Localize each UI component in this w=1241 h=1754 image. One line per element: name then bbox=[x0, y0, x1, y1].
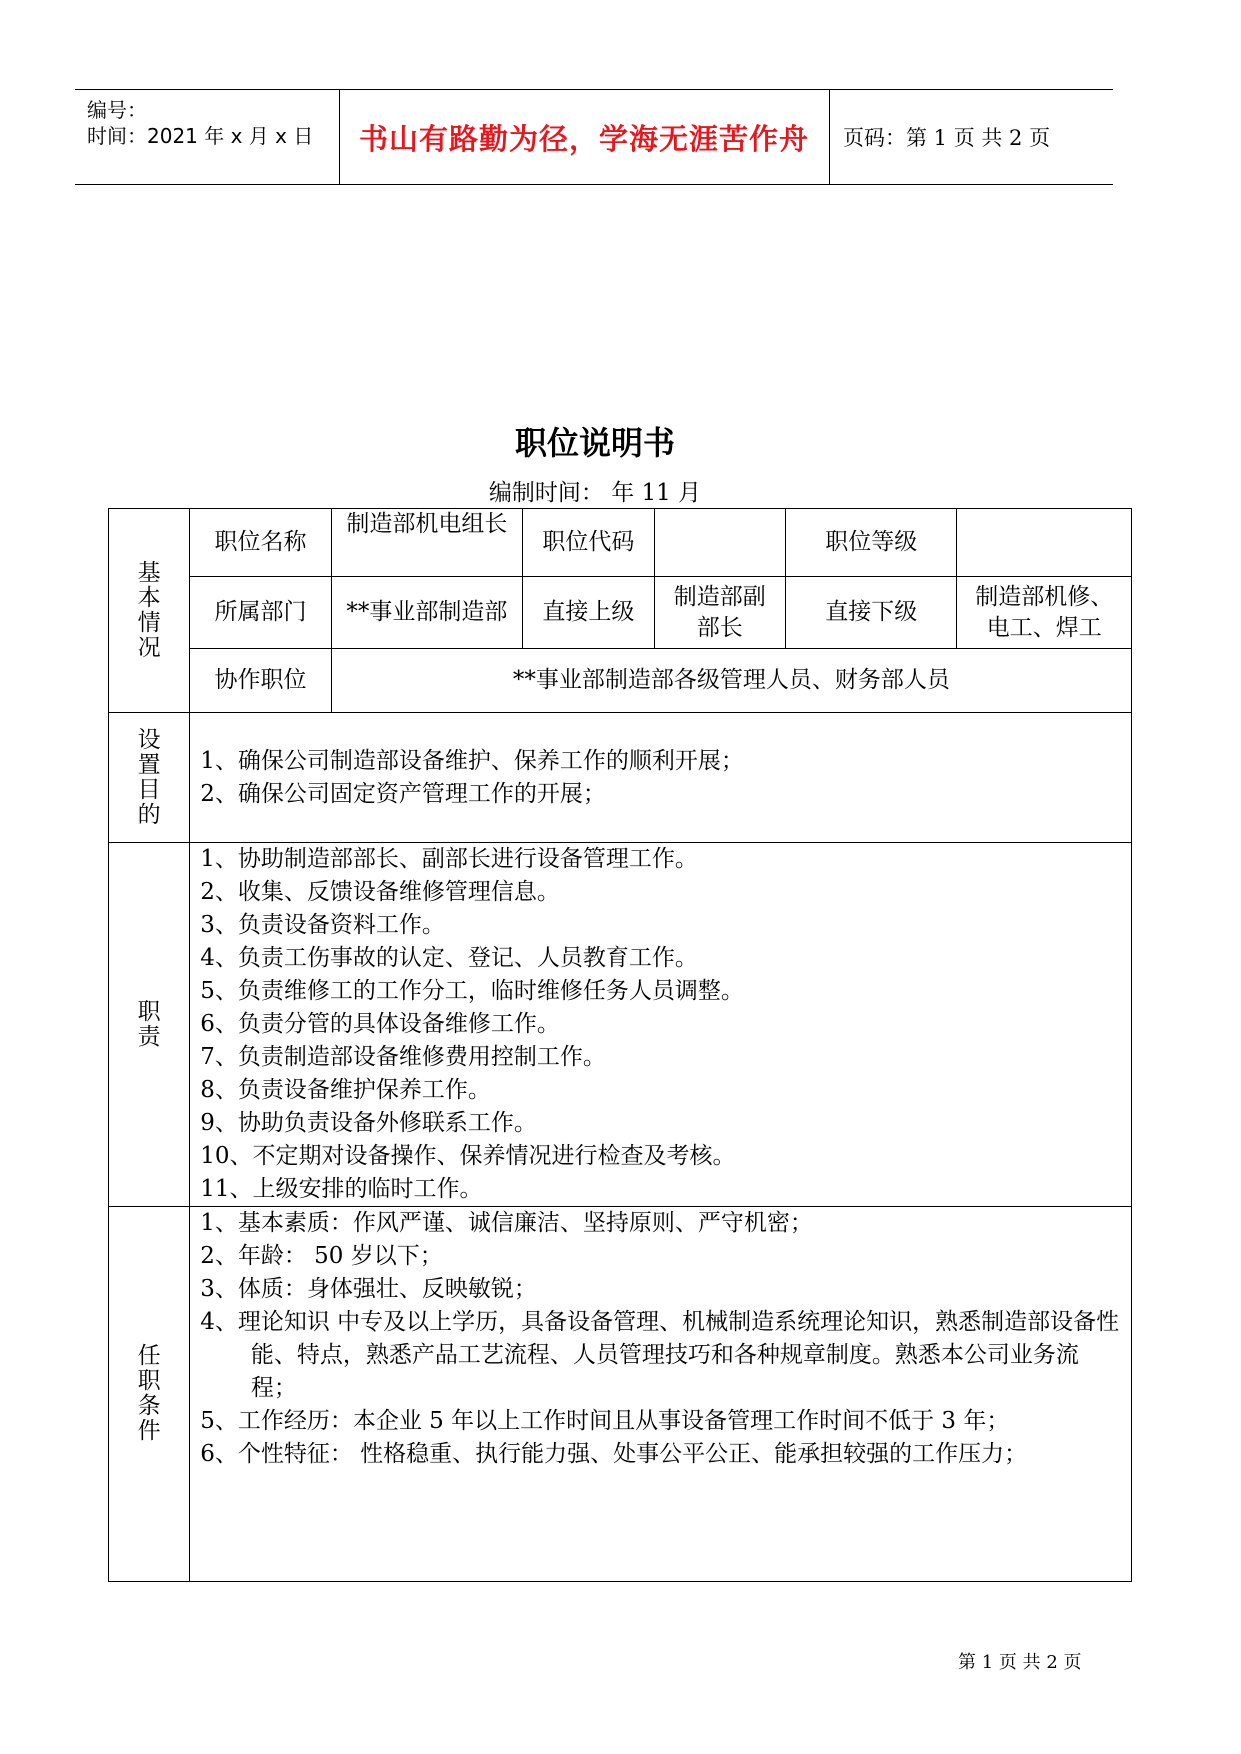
position-level-value bbox=[957, 509, 1132, 577]
list-item: 8、负责设备维护保养工作。 bbox=[200, 1077, 491, 1103]
list-item: 3、体质：身体强壮、反映敏锐； bbox=[200, 1276, 537, 1302]
list-item: 3、负责设备资料工作。 bbox=[200, 912, 445, 938]
basic-info-section-label: 基 本 情 况 bbox=[109, 509, 190, 713]
compiled-date: 编制时间： 年 11 月 bbox=[488, 480, 702, 506]
department-value: **事业部制造部 bbox=[331, 577, 523, 649]
header-slogan: 书山有路勤为径，学海无涯苦作舟 bbox=[339, 90, 830, 184]
position-code-value bbox=[654, 509, 785, 577]
page-footer: 第 1 页 共 2 页 bbox=[958, 1652, 1082, 1673]
qualifications-content bbox=[190, 1207, 1132, 1582]
table-row bbox=[109, 577, 1132, 649]
purpose-section-label: 设 置 目 的 bbox=[109, 713, 190, 843]
list-item: 2、收集、反馈设备维修管理信息。 bbox=[200, 879, 560, 905]
table-row bbox=[109, 1207, 1132, 1582]
table-row bbox=[109, 509, 1132, 577]
position-name-value: 制造部机电组长 bbox=[331, 509, 523, 577]
list-item: 2、年龄： 50 岁以下； bbox=[200, 1243, 443, 1269]
list-item: 9、协助负责设备外修联系工作。 bbox=[200, 1110, 537, 1136]
page-header bbox=[75, 89, 1113, 185]
purpose-content bbox=[190, 713, 1132, 843]
duties-section-label: 职 责 bbox=[109, 843, 190, 1207]
table-row bbox=[109, 713, 1132, 843]
qualifications-section-label: 任 职 条 件 bbox=[109, 1207, 190, 1582]
list-item: 7、负责制造部设备维修费用控制工作。 bbox=[200, 1044, 606, 1070]
duties-content bbox=[190, 843, 1132, 1207]
superior-value: 制造部副部长 bbox=[654, 577, 785, 649]
cooperation-label: 协作职位 bbox=[190, 649, 331, 713]
list-item: 5、工作经历：本企业 5 年以上工作时间且从事设备管理工作时间不低于 3 年； bbox=[200, 1408, 1010, 1434]
list-item: 11、上级安排的临时工作。 bbox=[200, 1176, 483, 1202]
header-meta bbox=[75, 90, 340, 184]
list-item: 1、确保公司制造部设备维护、保养工作的顺利开展； bbox=[200, 747, 744, 774]
list-item: 10、不定期对设备操作、保养情况进行检查及考核。 bbox=[200, 1143, 736, 1169]
subordinate-label: 直接下级 bbox=[785, 577, 957, 649]
position-level-label: 职位等级 bbox=[785, 509, 957, 577]
list-item: 1、基本素质：作风严谨、诚信廉洁、坚持原则、严守机密； bbox=[200, 1210, 813, 1236]
superior-label: 直接上级 bbox=[523, 577, 654, 649]
list-item: 2、确保公司固定资产管理工作的开展； bbox=[200, 780, 606, 807]
list-item: 5、负责维修工的工作分工，临时维修任务人员调整。 bbox=[200, 978, 744, 1004]
list-item: 4、理论知识 中专及以上学历，具备设备管理、机械制造系统理论知识，熟悉制造部设备性能、特点，熟悉产品工艺流程、人员管理技巧和各种规章制度。熟悉本公司业务流程； bbox=[200, 1309, 1120, 1401]
position-code-label: 职位代码 bbox=[523, 509, 654, 577]
subordinate-value: 制造部机修、电工、焊工 bbox=[957, 577, 1132, 649]
list-item: 4、负责工伤事故的认定、登记、人员教育工作。 bbox=[200, 945, 698, 971]
cooperation-value: **事业部制造部各级管理人员、财务部人员 bbox=[331, 649, 1131, 713]
list-item: 6、负责分管的具体设备维修工作。 bbox=[200, 1011, 560, 1037]
document-time: 时间：2021 年 x 月 x 日 bbox=[87, 124, 314, 148]
list-item: 6、个性特征： 性格稳重、执行能力强、处事公平公正、能承担较强的工作压力； bbox=[200, 1441, 1028, 1467]
header-page-info: 页码：第 1 页 共 2 页 bbox=[843, 126, 1051, 150]
job-description-table bbox=[108, 508, 1132, 1582]
document-number-label: 编号： bbox=[87, 98, 147, 122]
department-label: 所属部门 bbox=[190, 577, 331, 649]
position-name-label: 职位名称 bbox=[190, 509, 331, 577]
list-item: 1、协助制造部部长、副部长进行设备管理工作。 bbox=[200, 846, 698, 872]
page-title: 职位说明书 bbox=[514, 424, 675, 462]
table-row bbox=[109, 843, 1132, 1207]
table-row bbox=[109, 649, 1132, 713]
